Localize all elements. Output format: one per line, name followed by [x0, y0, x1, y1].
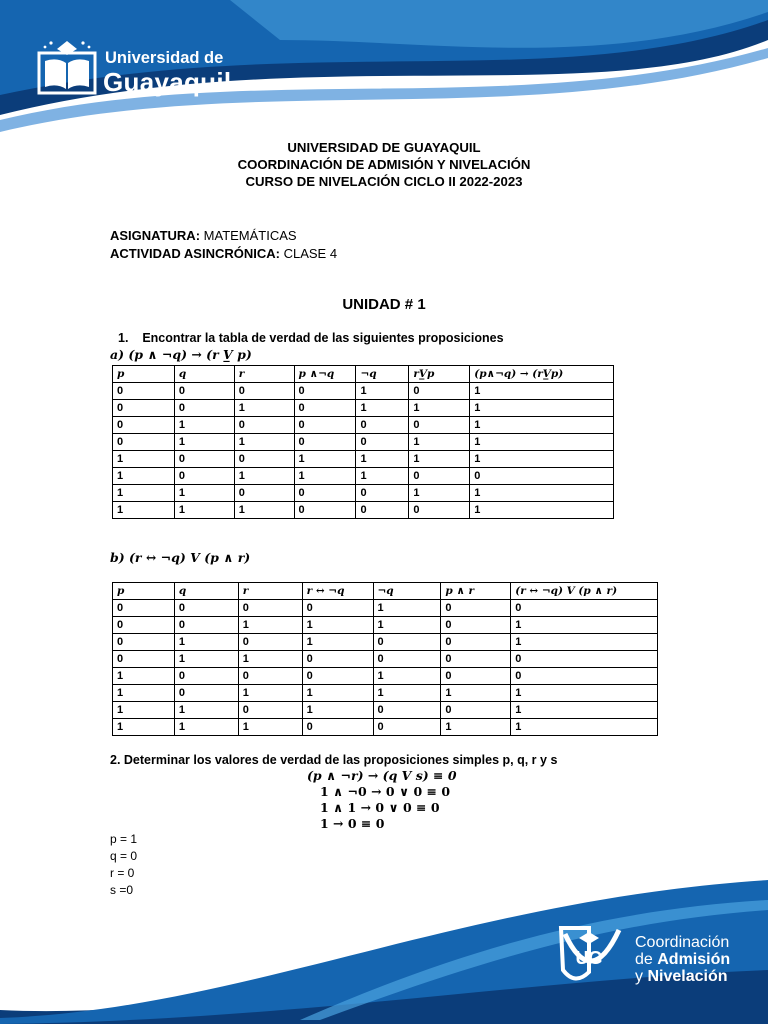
- table-cell: 0: [174, 668, 238, 685]
- table-cell: 0: [441, 651, 511, 668]
- table-row: [113, 434, 614, 451]
- table-row: [113, 634, 658, 651]
- equation-line: 1 ∧ 1 → 0 ∨ 0 ≡ 0: [320, 800, 440, 815]
- table-cell: 1: [234, 502, 294, 519]
- asignatura-label: ASIGNATURA:: [110, 228, 201, 243]
- table-cell: 0: [113, 434, 175, 451]
- table-cell: 0: [356, 485, 409, 502]
- column-header: r ↔ ¬q: [302, 583, 373, 600]
- column-header: p: [113, 583, 175, 600]
- table-cell: 1: [470, 434, 614, 451]
- value-p: p = 1: [110, 832, 138, 846]
- table-cell: 1: [373, 600, 441, 617]
- table-cell: 0: [174, 383, 234, 400]
- table-cell: 0: [441, 634, 511, 651]
- table-row: [113, 451, 614, 468]
- table-cell: 0: [302, 668, 373, 685]
- table-cell: 0: [113, 383, 175, 400]
- table-cell: 0: [174, 400, 234, 417]
- table-cell: 0: [113, 400, 175, 417]
- table-cell: 0: [294, 383, 356, 400]
- table-cell: 1: [174, 434, 234, 451]
- table-cell: 1: [294, 468, 356, 485]
- table-cell: 0: [409, 468, 470, 485]
- table-cell: 1: [113, 702, 175, 719]
- table-row: [113, 668, 658, 685]
- column-header: r: [234, 366, 294, 383]
- table-cell: 1: [373, 617, 441, 634]
- table-cell: 1: [470, 502, 614, 519]
- table-row: [113, 417, 614, 434]
- question-2-heading: 2. Determinar los valores de verdad de las proposiciones simples p, q, r y s: [110, 753, 558, 767]
- actividad-label: ACTIVIDAD ASINCRÓNICA:: [110, 246, 280, 261]
- table-cell: 1: [356, 451, 409, 468]
- table-cell: 1: [238, 617, 302, 634]
- unit-heading: UNIDAD # 1: [342, 296, 426, 313]
- table-cell: 1: [511, 719, 658, 736]
- table-row: [113, 468, 614, 485]
- table-header-row: [113, 583, 658, 600]
- column-header: rV̲p: [409, 366, 470, 383]
- table-cell: 0: [441, 668, 511, 685]
- column-header: p: [113, 366, 175, 383]
- truth-table-a: [112, 365, 614, 519]
- table-cell: 1: [238, 685, 302, 702]
- table-cell: 0: [373, 651, 441, 668]
- table-cell: 1: [113, 719, 175, 736]
- table-cell: 1: [234, 400, 294, 417]
- table-row: [113, 651, 658, 668]
- table-cell: 1: [409, 400, 470, 417]
- table-row: [113, 685, 658, 702]
- table-cell: 1: [511, 702, 658, 719]
- equation-line: (p ∧ ¬r) → (q V s) ≡ 0: [307, 768, 457, 783]
- table-cell: 0: [174, 617, 238, 634]
- table-cell: 1: [409, 485, 470, 502]
- column-header: r: [238, 583, 302, 600]
- column-header: q: [174, 366, 234, 383]
- question-1-heading: 1. Encontrar la tabla de verdad de las siguientes proposiciones: [118, 331, 504, 345]
- actividad-line: [110, 246, 337, 261]
- column-header: p ∧ r: [441, 583, 511, 600]
- table-cell: 1: [113, 451, 175, 468]
- table-row: [113, 400, 614, 417]
- table-cell: 0: [294, 485, 356, 502]
- table-cell: 1: [113, 468, 175, 485]
- table-cell: 0: [234, 451, 294, 468]
- table-cell: 1: [409, 434, 470, 451]
- table-cell: 0: [294, 400, 356, 417]
- table-row: [113, 617, 658, 634]
- table-cell: 1: [113, 685, 175, 702]
- table-cell: 0: [234, 417, 294, 434]
- table-row: [113, 702, 658, 719]
- table-cell: 0: [234, 485, 294, 502]
- ug-emblem-icon: [555, 920, 627, 998]
- table-cell: 1: [356, 468, 409, 485]
- table-cell: 1: [174, 651, 238, 668]
- table-cell: 1: [113, 485, 175, 502]
- table-cell: 1: [470, 485, 614, 502]
- table-cell: 1: [441, 719, 511, 736]
- table-cell: 1: [174, 485, 234, 502]
- table-cell: 0: [238, 600, 302, 617]
- table-cell: 0: [356, 417, 409, 434]
- column-header: q: [174, 583, 238, 600]
- column-header: p ∧¬q: [294, 366, 356, 383]
- table-cell: 0: [511, 651, 658, 668]
- table-row: [113, 719, 658, 736]
- table-cell: 0: [174, 451, 234, 468]
- table-cell: 0: [409, 417, 470, 434]
- value-r: r = 0: [110, 866, 135, 880]
- logo-line2: Guayaquil: [103, 67, 232, 97]
- table-cell: 0: [174, 600, 238, 617]
- table-cell: 0: [302, 651, 373, 668]
- table-header-row: [113, 366, 614, 383]
- footer-line3: y Nivelación: [635, 968, 728, 985]
- table-cell: 1: [356, 400, 409, 417]
- table-cell: 1: [174, 702, 238, 719]
- table-cell: 0: [234, 383, 294, 400]
- table-cell: 0: [113, 417, 175, 434]
- column-header: ¬q: [356, 366, 409, 383]
- table-cell: 1: [174, 719, 238, 736]
- table-cell: 0: [238, 668, 302, 685]
- table-cell: 1: [174, 502, 234, 519]
- svg-text:UG: UG: [575, 948, 603, 968]
- table-cell: 0: [511, 668, 658, 685]
- table-cell: 0: [441, 617, 511, 634]
- table-cell: 1: [373, 668, 441, 685]
- table-cell: 1: [470, 400, 614, 417]
- table-cell: 0: [409, 502, 470, 519]
- proposition-b: b) (r ↔ ¬q) V (p ∧ r): [110, 550, 251, 565]
- proposition-a: a) (p ∧ ¬q) → (r V̲ p): [110, 347, 252, 362]
- column-header: (r ↔ ¬q) V (p ∧ r): [511, 583, 658, 600]
- table-cell: 1: [302, 617, 373, 634]
- asignatura-value: MATEMÁTICAS: [203, 228, 297, 243]
- table-cell: 0: [441, 702, 511, 719]
- table-cell: 0: [441, 600, 511, 617]
- actividad-value: CLASE 4: [283, 246, 338, 261]
- footer-line1: Coordinación: [635, 934, 730, 951]
- table-cell: 1: [234, 468, 294, 485]
- equation-line: 1 → 0 ≡ 0: [320, 816, 385, 831]
- table-cell: 0: [373, 702, 441, 719]
- table-cell: 1: [511, 634, 658, 651]
- table-cell: 0: [294, 502, 356, 519]
- table-cell: 0: [511, 600, 658, 617]
- table-cell: 1: [238, 719, 302, 736]
- table-cell: 1: [470, 417, 614, 434]
- table-cell: 0: [373, 634, 441, 651]
- table-cell: 0: [113, 600, 175, 617]
- value-q: q = 0: [110, 849, 138, 863]
- table-cell: 1: [302, 634, 373, 651]
- table-cell: 0: [113, 651, 175, 668]
- title-university: UNIVERSIDAD DE GUAYAQUIL: [287, 140, 481, 155]
- table-cell: 1: [470, 383, 614, 400]
- table-cell: 0: [356, 502, 409, 519]
- coordination-logo: [555, 920, 755, 1000]
- column-header: (p∧¬q) → (rV̲p): [470, 366, 614, 383]
- table-cell: 0: [174, 685, 238, 702]
- table-cell: 1: [113, 668, 175, 685]
- book-quill-icon: [35, 37, 99, 97]
- table-cell: 1: [511, 617, 658, 634]
- title-coordination: COORDINACIÓN DE ADMISIÓN Y NIVELACIÓN: [237, 157, 531, 172]
- table-cell: 1: [373, 685, 441, 702]
- table-cell: 0: [238, 634, 302, 651]
- table-cell: 1: [302, 702, 373, 719]
- table-cell: 0: [302, 719, 373, 736]
- table-cell: 0: [113, 634, 175, 651]
- table-cell: 1: [409, 451, 470, 468]
- table-row: [113, 383, 614, 400]
- table-row: [113, 502, 614, 519]
- table-cell: 0: [302, 600, 373, 617]
- table-cell: 1: [294, 451, 356, 468]
- table-cell: 1: [174, 634, 238, 651]
- column-header: ¬q: [373, 583, 441, 600]
- table-cell: 0: [113, 617, 175, 634]
- table-cell: 1: [356, 383, 409, 400]
- university-logo: [35, 33, 235, 99]
- table-row: [113, 485, 614, 502]
- table-cell: 1: [441, 685, 511, 702]
- table-cell: 0: [174, 468, 234, 485]
- table-cell: 1: [113, 502, 175, 519]
- value-s: s =0: [110, 883, 134, 897]
- title-course: CURSO DE NIVELACIÓN CICLO II 2022-2023: [245, 174, 523, 189]
- table-cell: 1: [511, 685, 658, 702]
- table-cell: 0: [356, 434, 409, 451]
- logo-line1: Universidad de: [105, 49, 224, 67]
- table-cell: 0: [294, 434, 356, 451]
- table-cell: 0: [470, 468, 614, 485]
- table-cell: 0: [294, 417, 356, 434]
- table-cell: 1: [174, 417, 234, 434]
- table-cell: 0: [238, 702, 302, 719]
- footer-line2: de Admisión: [635, 951, 731, 968]
- equation-line: 1 ∧ ¬0 → 0 ∨ 0 ≡ 0: [320, 784, 451, 799]
- table-cell: 0: [373, 719, 441, 736]
- table-cell: 1: [302, 685, 373, 702]
- asignatura-line: [110, 228, 297, 243]
- table-row: [113, 600, 658, 617]
- table-cell: 1: [470, 451, 614, 468]
- table-cell: 1: [238, 651, 302, 668]
- table-cell: 1: [234, 434, 294, 451]
- truth-table-b: [112, 582, 658, 736]
- table-cell: 0: [409, 383, 470, 400]
